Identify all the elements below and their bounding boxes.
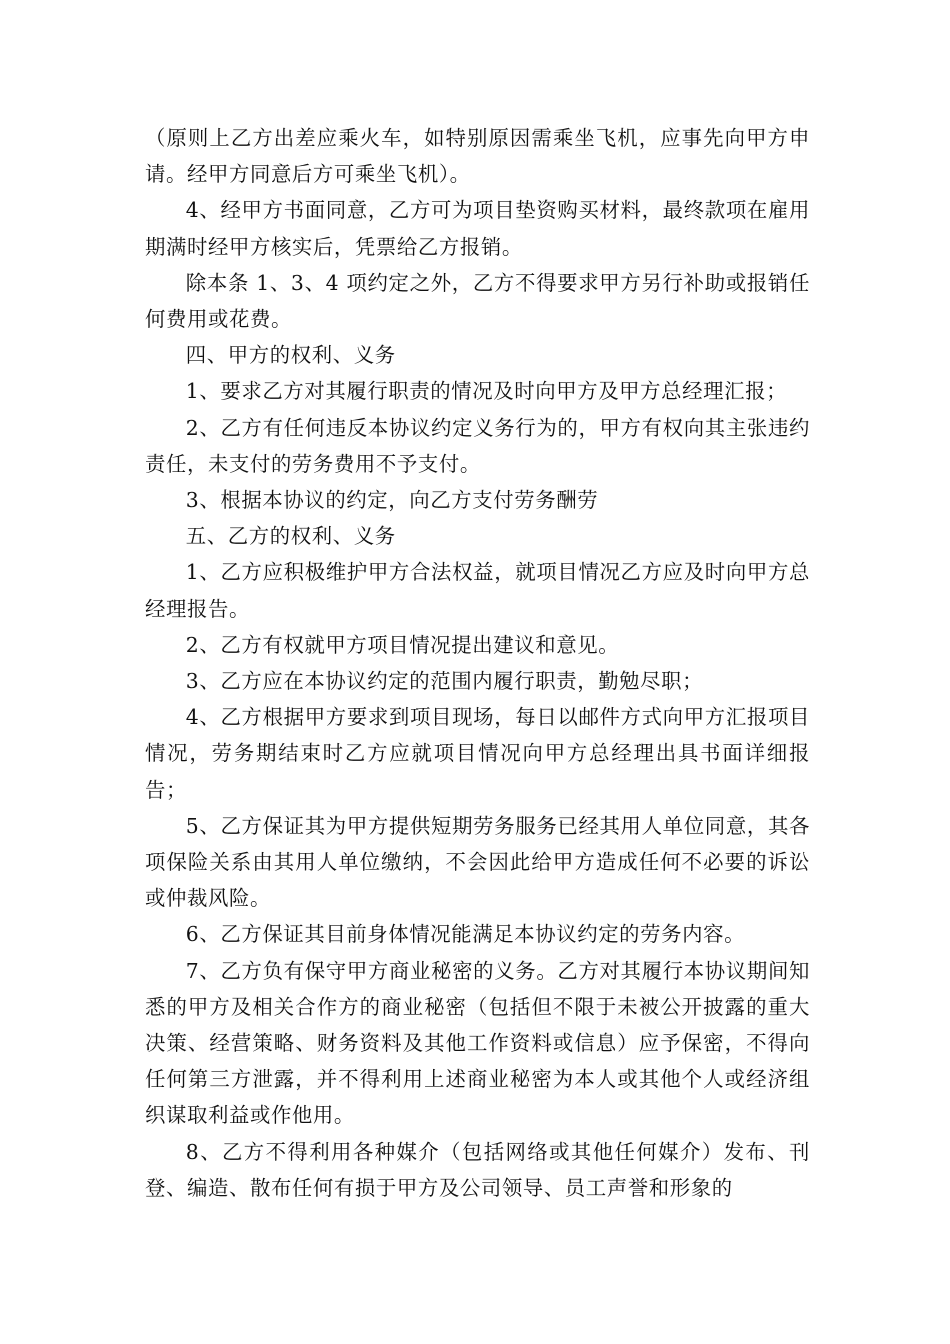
paragraph-14: 7、乙方负有保守甲方商业秘密的义务。乙方对其履行本协议期间知悉的甲方及相关合作方的商业秘密（包括但不限于未被公开披露的重大决策、经营策略、财务资料及其他工作资料或信息）应予保密，不得向任何第三方泄露，并不得利用上述商业秘密为本人或其他个人或经济组织谋取利益或作他用。 [145, 958, 810, 1128]
paragraph-1: 4、经甲方书面同意，乙方可为项目垫资购买材料，最终款项在雇用期满时经甲方核实后，凭票给乙方报销。 [145, 198, 810, 259]
paragraph-5: 2、乙方有任何违反本协议约定义务行为的，甲方有权向其主张违约责任，未支付的劳务费用不予支付。 [145, 415, 810, 476]
section-heading-4: 四、甲方的权利、义务 [185, 343, 396, 368]
paragraph-12: 5、乙方保证其为甲方提供短期劳务服务已经其用人单位同意，其各项保险关系由其用人单位缴纳，不会因此给甲方造成任何不必要的诉讼或仲裁风险。 [145, 813, 810, 911]
paragraph-13: 6、乙方保证其目前身体情况能满足本协议约定的劳务内容。 [185, 922, 746, 947]
paragraph-4: 1、要求乙方对其履行职责的情况及时向甲方及甲方总经理汇报； [185, 379, 788, 404]
document-body [145, 120, 810, 1206]
paragraph-0: （原则上乙方出差应乘火车，如特别原因需乘坐飞机，应事先向甲方申请。经甲方同意后方可乘坐飞机）。 [145, 126, 810, 187]
paragraph-9: 2、乙方有权就甲方项目情况提出建议和意见。 [185, 632, 620, 657]
paragraph-2: 除本条 1、3、4 项约定之外，乙方不得要求甲方另行补助或报销任何费用或花费。 [145, 270, 810, 332]
paragraph-15: 8、乙方不得利用各种媒介（包括网络或其他任何媒介）发布、刊登、编造、散布任何有损于甲方及公司领导、员工声誉和形象的 [145, 1139, 810, 1200]
paragraph-11: 4、乙方根据甲方要求到项目现场，每日以邮件方式向甲方汇报项目情况，劳务期结束时乙方应就项目情况向甲方总经理出具书面详细报告； [145, 705, 810, 802]
paragraph-8: 1、乙方应积极维护甲方合法权益，就项目情况乙方应及时向甲方总经理报告。 [145, 560, 810, 621]
section-heading-5: 五、乙方的权利、义务 [185, 524, 396, 549]
paragraph-6: 3、根据本协议的约定，向乙方支付劳务酬劳 [185, 488, 599, 513]
paragraph-10: 3、乙方应在本协议约定的范围内履行职责，勤勉尽职； [185, 669, 704, 694]
